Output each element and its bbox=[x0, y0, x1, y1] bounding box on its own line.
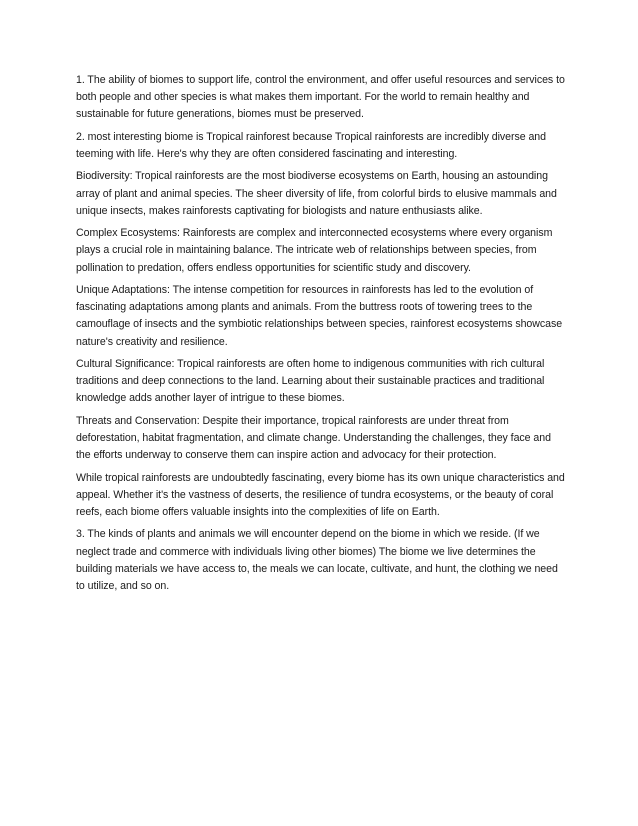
document-body bbox=[76, 72, 568, 600]
paragraph-most-interesting-biome: 2. most interesting biome is Tropical rainforest because Tropical rainforests are incredibly diverse and teeming with life. Here's why they are often considered fascinating and interesting. bbox=[76, 130, 546, 160]
paragraph-plants-and-animals: 3. The kinds of plants and animals we will encounter depend on the biome in which we reside. (If we neglect trade and commerce with individuals living other biomes) The biome we live determines the building materials we have access to, the meals we can locate, cultivate, and hunt, the clothing we need to utilize, and so on. bbox=[76, 528, 558, 592]
paragraph-other-biomes: While tropical rainforests are undoubtedly fascinating, every biome has its own unique characteristics and appeal. Whether it's the vastness of deserts, the resilience of tundra ecosystems, or the beauty of coral reefs, each biome offers valuable insights into the complexities of life on Earth. bbox=[76, 471, 565, 518]
paragraph-importance-of-biomes: 1. The ability of biomes to support life, control the environment, and offer useful resources and services to both people and other species is what makes them important. For the world to remain healthy and sustainable for future generations, biomes must be preserved. bbox=[76, 74, 565, 121]
paragraph-biodiversity: Biodiversity: Tropical rainforests are the most biodiverse ecosystems on Earth, housing an astounding array of plant and animal species. The sheer diversity of life, from colorful birds to elusive mammals and unique insects, makes rainforests captivating for biologists and nature enthusiasts alike. bbox=[76, 170, 557, 217]
paragraph-threats-and-conservation: Threats and Conservation: Despite their importance, tropical rainforests are under threat from deforestation, habitat fragmentation, and climate change. Understanding the challenges, they face and the efforts underway to conserve them can inspire action and advocacy for their protection. bbox=[76, 414, 551, 462]
paragraph-cultural-significance: Cultural Significance: Tropical rainforests are often home to indigenous communities with rich cultural traditions and deep connections to the land. Learning about their sustainable practices and traditional knowledge adds another layer of intrigue to these biomes. bbox=[76, 357, 545, 405]
paragraph-unique-adaptations: Unique Adaptations: The intense competition for resources in rainforests has led to the evolution of fascinating adaptations among plants and animals. From the buttress roots of towering trees to the camouflage of insects and the symbiotic relationships between species, rainforest ecosystems showcase nature's creativity and resilience. bbox=[76, 283, 563, 348]
paragraph-complex-ecosystems: Complex Ecosystems: Rainforests are complex and interconnected ecosystems where every organism plays a crucial role in maintaining balance. The intricate web of relationships between species, from pollination to predation, offers endless opportunities for scientific study and discovery. bbox=[76, 227, 553, 274]
